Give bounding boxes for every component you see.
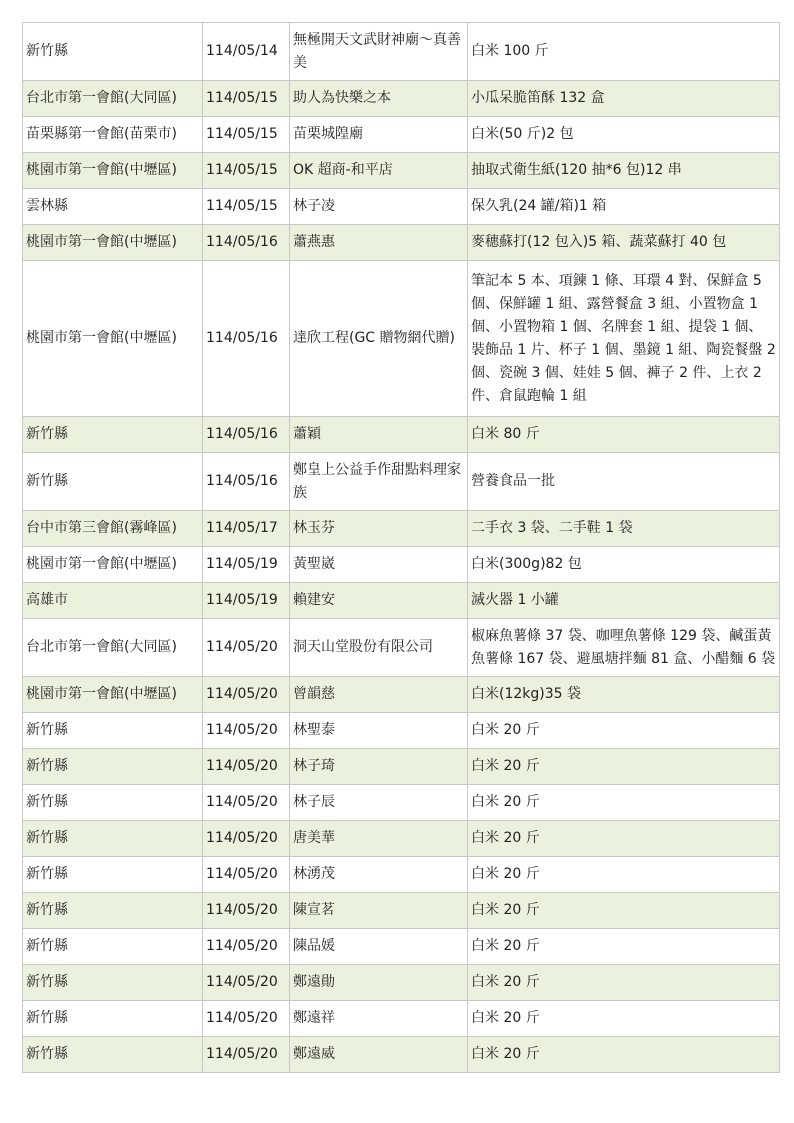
organization-cell: 新竹縣 [23, 1001, 203, 1037]
organization-cell: 桃園市第一會館(中壢區) [23, 547, 203, 583]
table-row [23, 261, 780, 417]
date-cell: 114/05/20 [203, 677, 290, 713]
donor-cell: 助人為快樂之本 [290, 81, 468, 117]
organization-cell: 台北市第一會館(大同區) [23, 81, 203, 117]
organization-cell: 高雄市 [23, 583, 203, 619]
donated-items-cell: 白米 20 斤 [468, 1001, 780, 1037]
donor-cell: 林子凌 [290, 189, 468, 225]
donated-items-cell: 白米 20 斤 [468, 821, 780, 857]
donated-items-cell: 白米 20 斤 [468, 749, 780, 785]
table-row [23, 453, 780, 511]
table-row [23, 511, 780, 547]
organization-cell: 新竹縣 [23, 453, 203, 511]
date-cell: 114/05/16 [203, 417, 290, 453]
date-cell: 114/05/16 [203, 225, 290, 261]
donor-cell: 賴建安 [290, 583, 468, 619]
donated-items-cell: 白米 20 斤 [468, 965, 780, 1001]
date-cell: 114/05/15 [203, 81, 290, 117]
donor-cell: 唐美華 [290, 821, 468, 857]
donated-items-cell: 麥穗蘇打(12 包入)5 箱、蔬菜蘇打 40 包 [468, 225, 780, 261]
date-cell: 114/05/20 [203, 785, 290, 821]
donated-items-cell: 白米 20 斤 [468, 713, 780, 749]
date-cell: 114/05/15 [203, 153, 290, 189]
organization-cell: 新竹縣 [23, 821, 203, 857]
table-row [23, 81, 780, 117]
organization-cell: 新竹縣 [23, 857, 203, 893]
donated-items-cell: 白米(12kg)35 袋 [468, 677, 780, 713]
table-row [23, 677, 780, 713]
donated-items-cell: 抽取式衛生紙(120 抽*6 包)12 串 [468, 153, 780, 189]
date-cell: 114/05/19 [203, 583, 290, 619]
donor-cell: OK 超商-和平店 [290, 153, 468, 189]
table-row [23, 417, 780, 453]
date-cell: 114/05/15 [203, 189, 290, 225]
table-row [23, 785, 780, 821]
date-cell: 114/05/20 [203, 749, 290, 785]
donated-items-cell: 白米 80 斤 [468, 417, 780, 453]
donated-items-cell: 白米(50 斤)2 包 [468, 117, 780, 153]
table-row [23, 713, 780, 749]
table-row [23, 583, 780, 619]
table-row [23, 153, 780, 189]
donor-cell: 達欣工程(GC 贈物網代贈) [290, 261, 468, 417]
donor-cell: 鄭遠勛 [290, 965, 468, 1001]
date-cell: 114/05/20 [203, 713, 290, 749]
table-row [23, 619, 780, 677]
date-cell: 114/05/20 [203, 619, 290, 677]
donor-cell: 黃聖崴 [290, 547, 468, 583]
donor-cell: 鄭遠威 [290, 1037, 468, 1073]
donor-cell: 陳品媛 [290, 929, 468, 965]
donated-items-cell: 小瓜呆脆笛酥 132 盒 [468, 81, 780, 117]
table-row [23, 929, 780, 965]
donated-items-cell: 營養食品一批 [468, 453, 780, 511]
table-row [23, 1037, 780, 1073]
donation-table-body [23, 23, 780, 1073]
donor-cell: 林子琦 [290, 749, 468, 785]
organization-cell: 桃園市第一會館(中壢區) [23, 225, 203, 261]
table-row [23, 23, 780, 81]
donated-items-cell: 白米(300g)82 包 [468, 547, 780, 583]
table-row [23, 893, 780, 929]
donor-cell: 陳宣茗 [290, 893, 468, 929]
organization-cell: 台中市第三會館(霧峰區) [23, 511, 203, 547]
organization-cell: 新竹縣 [23, 713, 203, 749]
table-row [23, 821, 780, 857]
date-cell: 114/05/16 [203, 453, 290, 511]
document-page [22, 22, 779, 1073]
donor-cell: 林聖泰 [290, 713, 468, 749]
donated-items-cell: 白米 20 斤 [468, 1037, 780, 1073]
table-row [23, 749, 780, 785]
donor-cell: 曾韻慈 [290, 677, 468, 713]
organization-cell: 台北市第一會館(大同區) [23, 619, 203, 677]
table-row [23, 117, 780, 153]
donated-items-cell: 保久乳(24 罐/箱)1 箱 [468, 189, 780, 225]
donation-table [22, 22, 780, 1073]
organization-cell: 雲林縣 [23, 189, 203, 225]
donor-cell: 林子辰 [290, 785, 468, 821]
donated-items-cell: 白米 100 斤 [468, 23, 780, 81]
organization-cell: 新竹縣 [23, 23, 203, 81]
donor-cell: 蕭燕惠 [290, 225, 468, 261]
date-cell: 114/05/16 [203, 261, 290, 417]
donated-items-cell: 白米 20 斤 [468, 893, 780, 929]
organization-cell: 新竹縣 [23, 893, 203, 929]
organization-cell: 新竹縣 [23, 965, 203, 1001]
organization-cell: 新竹縣 [23, 417, 203, 453]
donor-cell: 蕭穎 [290, 417, 468, 453]
donor-cell: 苗栗城隍廟 [290, 117, 468, 153]
organization-cell: 新竹縣 [23, 785, 203, 821]
date-cell: 114/05/15 [203, 117, 290, 153]
donated-items-cell: 滅火器 1 小罐 [468, 583, 780, 619]
donated-items-cell: 白米 20 斤 [468, 785, 780, 821]
date-cell: 114/05/14 [203, 23, 290, 81]
donor-cell: 洞天山堂股份有限公司 [290, 619, 468, 677]
date-cell: 114/05/19 [203, 547, 290, 583]
table-row [23, 547, 780, 583]
date-cell: 114/05/20 [203, 821, 290, 857]
date-cell: 114/05/20 [203, 1001, 290, 1037]
date-cell: 114/05/20 [203, 929, 290, 965]
organization-cell: 新竹縣 [23, 1037, 203, 1073]
organization-cell: 苗栗縣第一會館(苗栗市) [23, 117, 203, 153]
donated-items-cell: 白米 20 斤 [468, 857, 780, 893]
table-row [23, 225, 780, 261]
donor-cell: 無極開天文武財神廟～真善美 [290, 23, 468, 81]
donor-cell: 鄭遠祥 [290, 1001, 468, 1037]
table-row [23, 857, 780, 893]
date-cell: 114/05/20 [203, 1037, 290, 1073]
organization-cell: 桃園市第一會館(中壢區) [23, 677, 203, 713]
donor-cell: 鄭皇上公益手作甜點料理家族 [290, 453, 468, 511]
donor-cell: 林湧茂 [290, 857, 468, 893]
donated-items-cell: 椒麻魚薯條 37 袋、咖哩魚薯條 129 袋、鹹蛋黃魚薯條 167 袋、避風塘拌麵 81 盒、小醋麵 6 袋 [468, 619, 780, 677]
donor-cell: 林玉芬 [290, 511, 468, 547]
table-row [23, 965, 780, 1001]
table-row [23, 189, 780, 225]
organization-cell: 桃園市第一會館(中壢區) [23, 153, 203, 189]
date-cell: 114/05/20 [203, 965, 290, 1001]
date-cell: 114/05/20 [203, 893, 290, 929]
date-cell: 114/05/20 [203, 857, 290, 893]
donated-items-cell: 二手衣 3 袋、二手鞋 1 袋 [468, 511, 780, 547]
organization-cell: 桃園市第一會館(中壢區) [23, 261, 203, 417]
organization-cell: 新竹縣 [23, 929, 203, 965]
date-cell: 114/05/17 [203, 511, 290, 547]
donated-items-cell: 筆記本 5 本、項鍊 1 條、耳環 4 對、保鮮盒 5 個、保鮮罐 1 組、露營餐盒 3 組、小置物盒 1 個、小置物箱 1 個、名牌套 1 組、提袋 1 個、裝飾品 1 片、杯子 1 個、墨鏡 1 組、陶瓷餐盤 2 個、瓷碗 3 個、娃娃 5 個、褲子 2 件、上衣 2 件、倉鼠跑輪 1 組 [468, 261, 780, 417]
donated-items-cell: 白米 20 斤 [468, 929, 780, 965]
organization-cell: 新竹縣 [23, 749, 203, 785]
table-row [23, 1001, 780, 1037]
